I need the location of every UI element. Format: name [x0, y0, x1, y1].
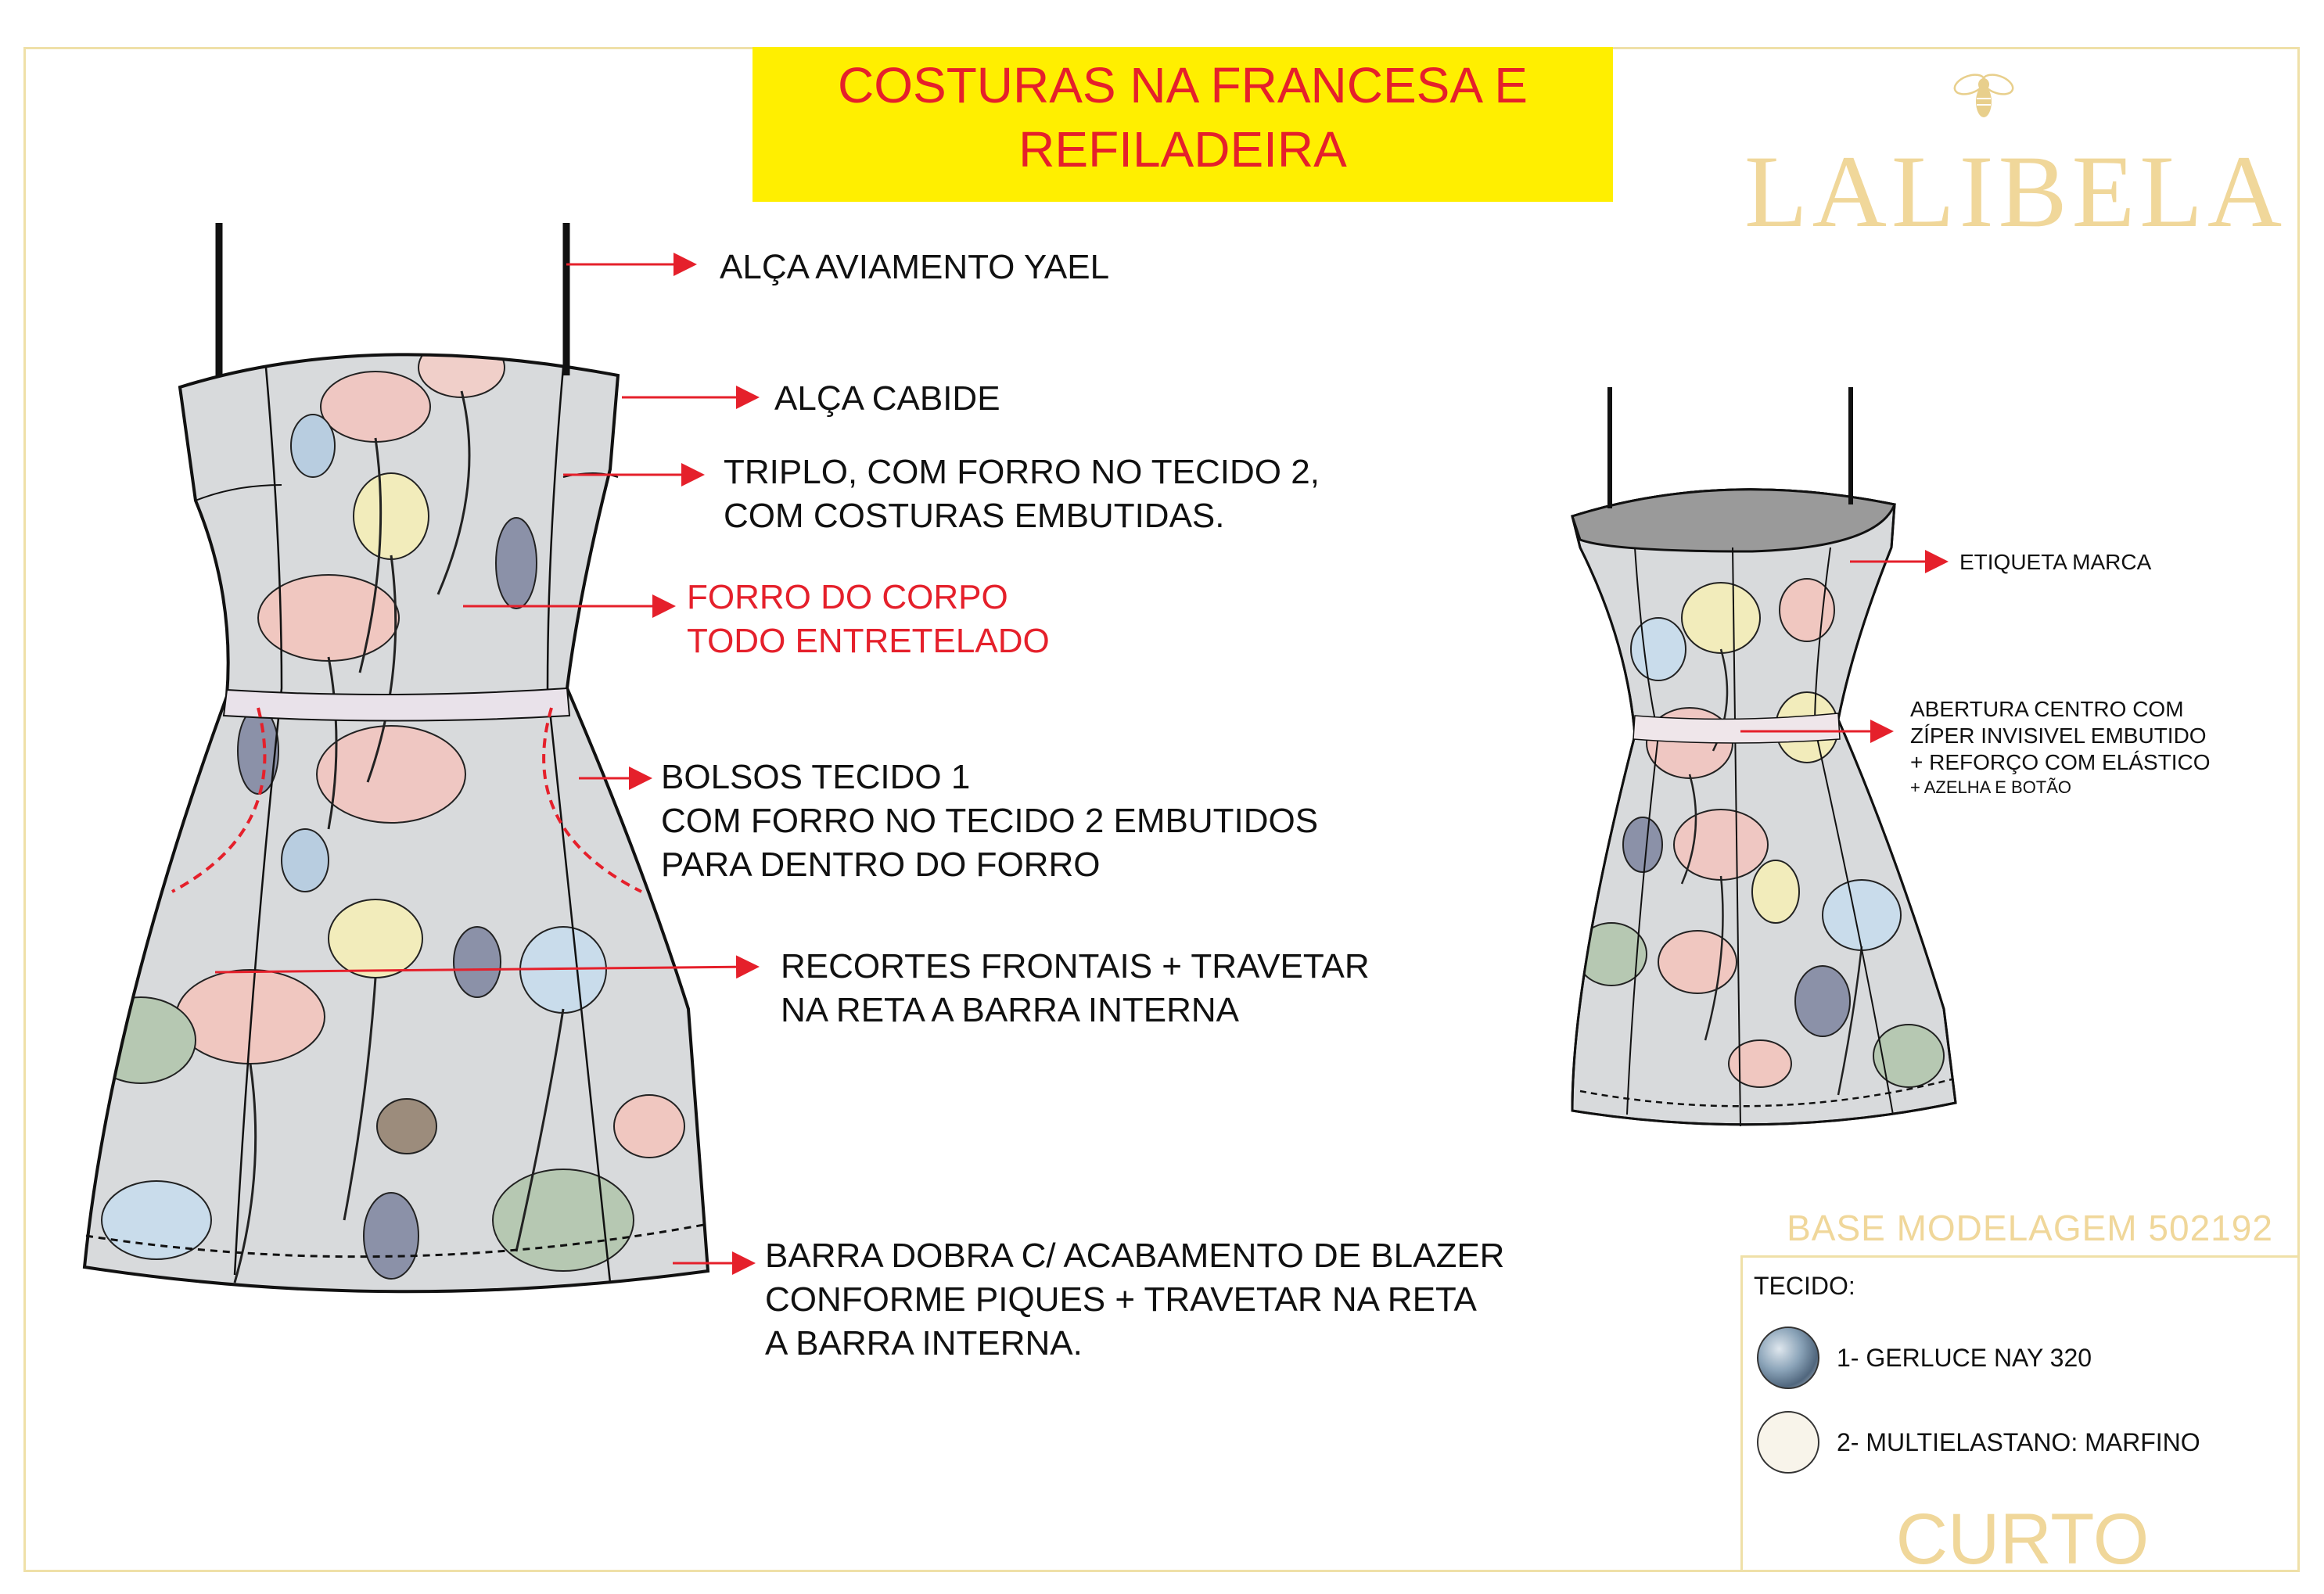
fabric-swatch-2: [1757, 1411, 1819, 1474]
brand-name: LALIBELA: [1744, 134, 2287, 249]
fabric-label: TECIDO:: [1754, 1272, 1855, 1300]
fabric-name-1: 1- GERLUCE NAY 320: [1837, 1344, 2092, 1372]
title-line-1: COSTURAS NA FRANCESA E: [838, 57, 1528, 113]
front-dress-view: [84, 223, 708, 1291]
note-hanger-strap: ALÇA CABIDE: [774, 379, 1000, 418]
base-model-title: BASE MODELAGEM 502192: [1787, 1208, 2273, 1248]
note-brand-label: ETIQUETA MARCA: [1959, 550, 2152, 574]
note-strap: ALÇA AVIAMENTO YAEL: [720, 248, 1110, 286]
note-zipper: ABERTURA CENTRO COM ZÍPER INVISIVEL EMBUTIDO + REFORÇO COM ELÁSTICO + AZELHA E BOTÃO: [1910, 697, 2211, 797]
note-pockets: BOLSOS TECIDO 1 COM FORRO NO TECIDO 2 EMBUTIDOS PARA DENTRO DO FORRO: [661, 758, 1319, 884]
back-dress-view: [1572, 387, 1956, 1126]
note-front-seams: RECORTES FRONTAIS + TRAVETAR NA RETA A BARRA INTERNA: [781, 947, 1370, 1029]
note-triple-lining: TRIPLO, COM FORRO NO TECIDO 2, COM COSTURAS EMBUTIDAS.: [724, 453, 1320, 535]
fabric-swatch-1: [1757, 1327, 1819, 1389]
fabric-name-2: 2- MULTIELASTANO: MARFINO: [1837, 1428, 2200, 1456]
fabric-legend: [1740, 1255, 2300, 1579]
length-label: CURTO: [1895, 1499, 2150, 1579]
note-body-lining: FORRO DO CORPO TODO ENTRETELADO: [687, 578, 1050, 660]
note-hem: BARRA DOBRA C/ ACABAMENTO DE BLAZER CONFORME PIQUES + TRAVETAR NA RETA A BARRA INTERNA.: [765, 1237, 1505, 1362]
title-line-2: REFILADEIRA: [1018, 121, 1347, 178]
